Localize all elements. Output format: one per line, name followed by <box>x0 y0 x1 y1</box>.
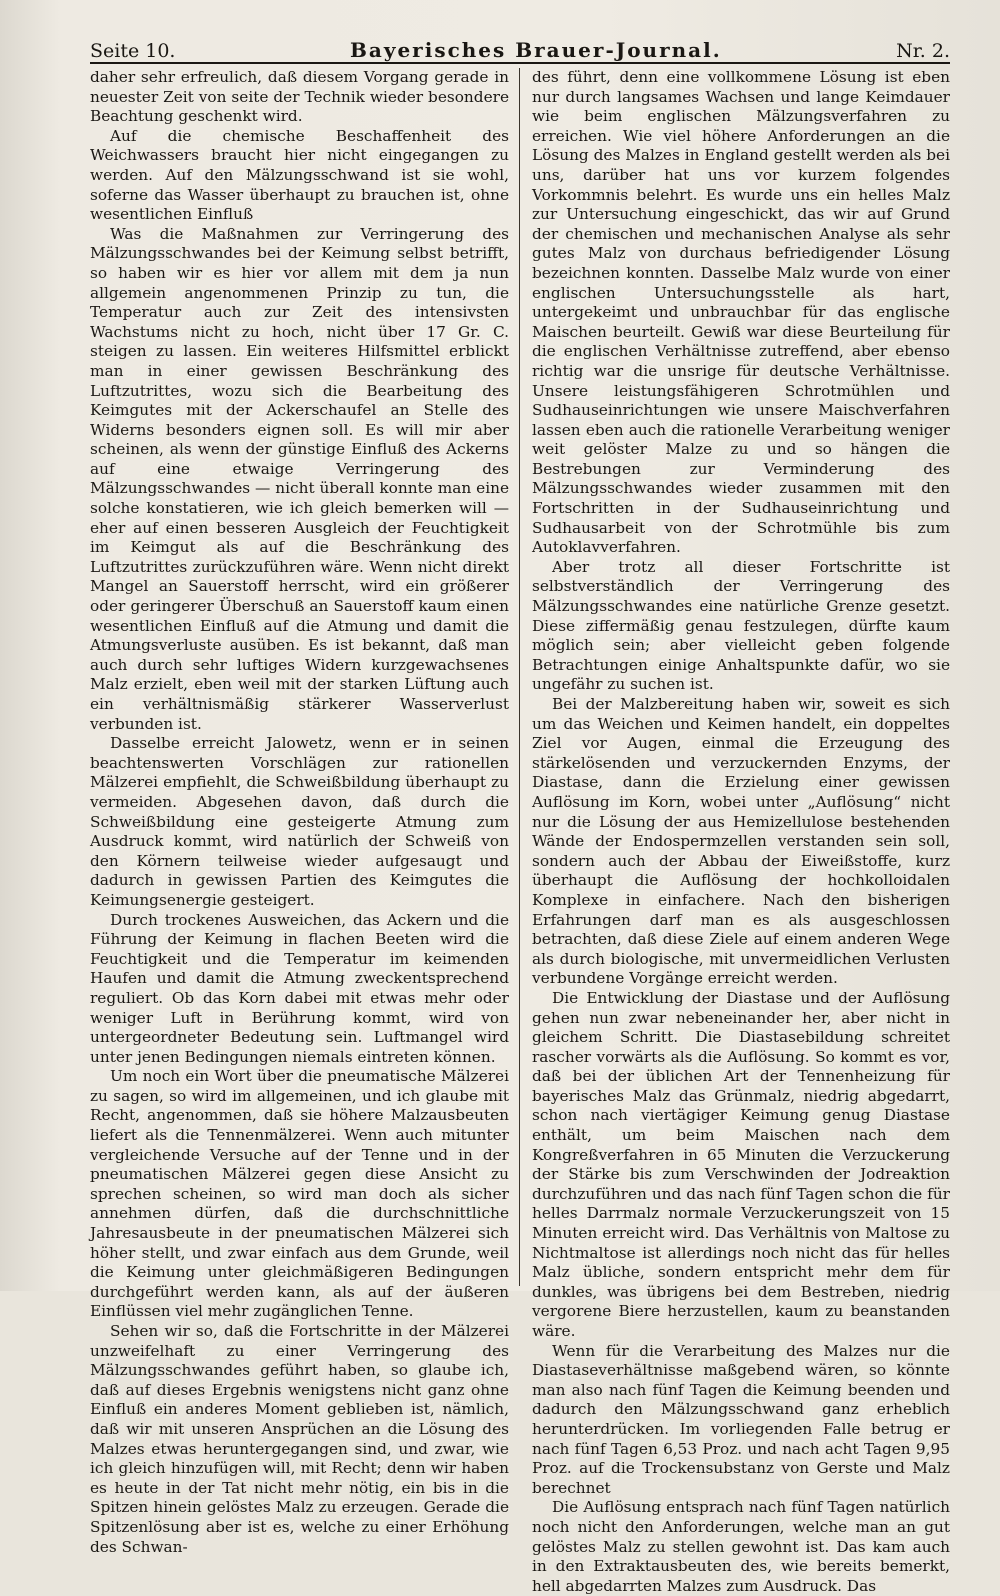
paragraph: Was die Maßnahmen zur Verringerung des Mälzungsschwandes bei der Keimung selbst betrifft, so haben wir es hier vor allem mit dem ja nun allgemein angenommenen Prinzip zu tun, die Temperatur auch zur Zeit des intensivsten Wachstums nicht zu hoch, nicht über 17 Gr. C. steigen zu lassen. Ein weiteres Hilfsmittel erblickt man in einer gewissen Beschränkung des Luftzutrittes, wozu sich die Bearbeitung des Keimgutes mit der Ackerschaufel an Stelle des Widerns besonders eignen soll. Es will mir aber scheinen, als wenn der günstige Einfluß des Ackerns auf eine etwaige Verringerung des Mälzungsschwandes — nicht überall konnte man eine solche konstatieren, wie ich gleich bemerken will — eher auf einen besseren Ausgleich der Feuchtigkeit im Keimgut als auf die Beschränkung des Luftzutrittes zurückzuführen wäre. Wenn nicht direkt Mangel an Sauerstoff herrscht, wird ein größerer oder geringerer Überschuß an Sauerstoff kaum einen wesentlichen Einfluß auf die Atmung und damit die Atmungsverluste ausüben. Es ist bekannt, daß man auch durch sehr luftiges Widern kurzgewachsenes Malz erzielt, eben weil mit der starken Lüftung auch ein verhältnismäßig stärkerer Wasserverlust verbunden ist. <box>90 224 509 733</box>
page-number: Seite 10. <box>90 40 176 62</box>
paragraph: des führt, denn eine vollkommene Lösung ist eben nur durch langsames Wachsen und lange Keimdauer wie beim englischen Mälzungsverfahren zu erreichen. Wie viel höhere Anforderungen an die Lösung des Malzes in England gestellt werden als bei uns, darüber hat uns vor kurzem folgendes Vorkommnis belehrt. Es wurde uns ein helles Malz zur Untersuchung eingeschickt, das wir auf Grund der chemischen und mechanischen Analyse als sehr gutes Malz von durchaus befriedigender Lösung bezeichnen konnten. Dasselbe Malz wurde von einer englischen Untersuchungsstelle als hart, untergekeimt und unbrauchbar für das englische Maischen beurteilt. Gewiß war diese Beurteilung für die englischen Verhältnisse zutreffend, aber ebenso richtig war die unsrige für deutsche Verhältnisse. Unsere leistungsfähigeren Schrotmühlen und Sudhauseinrichtungen wie unsere Maischverfahren lassen eben auch die rationelle Verarbeitung weniger weit gelöster Malze zu und so hängen die Bestrebungen zur Verminderung des Mälzungsschwandes wieder zusammen mit den Fortschritten in der Sudhauseinrichtung und Sudhausarbeit von der Schrotmühle bis zum Autoklavverfahren. <box>532 68 950 557</box>
paragraph: Wenn für die Verarbeitung des Malzes nur die Diastaseverhältnisse maßgebend wären, so könnte man also nach fünf Tagen die Keimung beenden und dadurch den Mälzungsschwand ganz erheblich herunterdrücken. Im vorliegenden Falle betrug er nach fünf Tagen 6,53 Proz. und nach acht Tagen 9,95 Proz. auf die Trockensubstanz von Gerste und Malz berechnet <box>532 1341 950 1497</box>
paragraph: Aber trotz all dieser Fortschritte ist selbstverständlich der Verringerung des Mälzungsschwandes eine natürliche Grenze gesetzt. Diese ziffermäßig genau festzulegen, dürfte kaum möglich sein; aber vielleicht geben folgende Betrachtungen einige Anhaltspunkte dafür, wo sie ungefähr zu suchen ist. <box>532 557 950 694</box>
paragraph: Die Auflösung entsprach nach fünf Tagen natürlich noch nicht den Anforderungen, welche man an gut gelöstes Malz zu stellen gewohnt ist. Das kam auch in den Extraktausbeuten des, wie bereits bemerkt, hell abgedarrten Malzes zum Ausdruck. Das <box>532 1498 950 1595</box>
paragraph: daher sehr erfreulich, daß diesem Vorgang gerade in neuester Zeit von seite der Technik wieder besondere Beachtung geschenkt wird. <box>90 68 509 126</box>
issue-number: Nr. 2. <box>896 40 950 62</box>
paragraph: Auf die chemische Beschaffenheit des Weichwassers braucht hier nicht eingegangen zu werden. Auf den Mälzungsschwand ist sie wohl, soferne das Wasser überhaupt zu brauchen ist, ohne wesentlichen Einfluß <box>90 126 509 224</box>
left-column <box>90 68 520 1556</box>
right-column <box>520 68 950 1595</box>
page-header <box>90 22 950 64</box>
paragraph: Sehen wir so, daß die Fortschritte in der Mälzerei unzweifelhaft zu einer Verringerung des Mälzungsschwandes geführt haben, so glaube ich, daß auf dieses Ergebnis wenigstens nicht ganz ohne Einfluß ein anderes Moment geblieben ist, nämlich, daß wir mit unseren Ansprüchen an die Lösung des Malzes etwas heruntergegangen sind, und zwar, wie ich gleich hinzufügen will, mit Recht; denn wir haben es heute in der Tat nicht mehr nötig, ein bis in die Spitzen hinein gelöstes Malz zu erzeugen. Gerade die Spitzenlösung aber ist es, welche zu einer Erhöhung des Schwan- <box>90 1322 509 1556</box>
paragraph: Bei der Malzbereitung haben wir, soweit es sich um das Weichen und Keimen handelt, ein doppeltes Ziel vor Augen, einmal die Erzeugung des stärkelösenden und verzuckernden Enzyms, der Diastase, dann die Erzielung einer gewissen Auflösung im Korn, wobei unter „Auflösung“ nicht nur die Lösung der aus Hemizellulose bestehenden Wände der Endospermzellen verstanden sein soll, sondern auch der Abbau der Eiweißstoffe, kurz überhaupt die Auflösung der hochkolloidalen Komplexe in einfachere. Nach den bisherigen Erfahrungen darf man es als ausgeschlossen betrachten, daß diese Ziele auf einem anderen Wege als durch biologische, mit unvermeidlichen Verlusten verbundene Vorgänge erreicht werden. <box>532 695 950 988</box>
paragraph: Durch trockenes Ausweichen, das Ackern und die Führung der Keimung in flachen Beeten wird die Feuchtigkeit und die Temperatur im keimenden Haufen und damit die Atmung zweckentsprechend reguliert. Ob das Korn dabei mit etwas mehr oder weniger Luft in Berührung kommt, wird von untergeordneter Bedeutung sein. Luftmangel wird unter jenen Bedingungen niemals eintreten können. <box>90 910 509 1066</box>
text-columns <box>90 68 950 1595</box>
journal-title: Bayerisches Brauer-Journal. <box>349 38 722 62</box>
paragraph: Dasselbe erreicht Jalowetz, wenn er in seinen beachtenswerten Vorschlägen zur rationellen Mälzerei empfiehlt, die Schweißbildung überhaupt zu vermeiden. Abgesehen davon, daß durch die Schweißbildung eine gesteigerte Atmung zum Ausdruck kommt, wird natürlich der Schweiß von den Körnern teilweise wieder aufgesaugt und dadurch in gewissen Partien des Keimgutes die Keimungsenergie gesteigert. <box>90 734 509 909</box>
paragraph: Die Entwicklung der Diastase und der Auflösung gehen nun zwar nebeneinander her, aber nicht in gleichem Schritt. Die Diastasebildung schreitet rascher vorwärts als die Auflösung. So kommt es vor, daß bei der üblichen Art der Tennenheizung für bayerisches Malz das Grünmalz, niedrig abgedarrt, schon nach viertägiger Keimung genug Diastase enthält, um beim Maischen nach dem Kongreßverfahren in 65 Minuten die Verzuckerung der Stärke bis zum Verschwinden der Jodreaktion durchzuführen und das nach fünf Tagen schon die für helles Darrmalz normale Verzuckerungszeit von 15 Minuten erreicht wird. Das Verhältnis von Maltose zu Nichtmaltose ist allerdings noch nicht das für helles Malz übliche, sondern entspricht mehr dem für dunkles, was übrigens bei dem Bestreben, niedrig vergorene Biere herzustellen, kaum zu beanstanden wäre. <box>532 988 950 1340</box>
paragraph: Um noch ein Wort über die pneumatische Mälzerei zu sagen, so wird im allgemeinen, und ich glaube mit Recht, angenommen, daß sie höhere Malzausbeuten liefert als die Tennenmälzerei. Wenn auch mitunter vergleichende Versuche auf der Tenne und in der pneumatischen Mälzerei gegen diese Ansicht zu sprechen scheinen, so wird man doch als sicher annehmen dürfen, daß die durchschnittliche Jahresausbeute in der pneumatischen Mälzerei sich höher stellt, und zwar einfach aus dem Grunde, weil die Keimung unter gleichmäßigeren Bedingungen durchgeführt werden kann, als auf der äußeren Einflüssen viel mehr zugänglichen Tenne. <box>90 1067 509 1321</box>
